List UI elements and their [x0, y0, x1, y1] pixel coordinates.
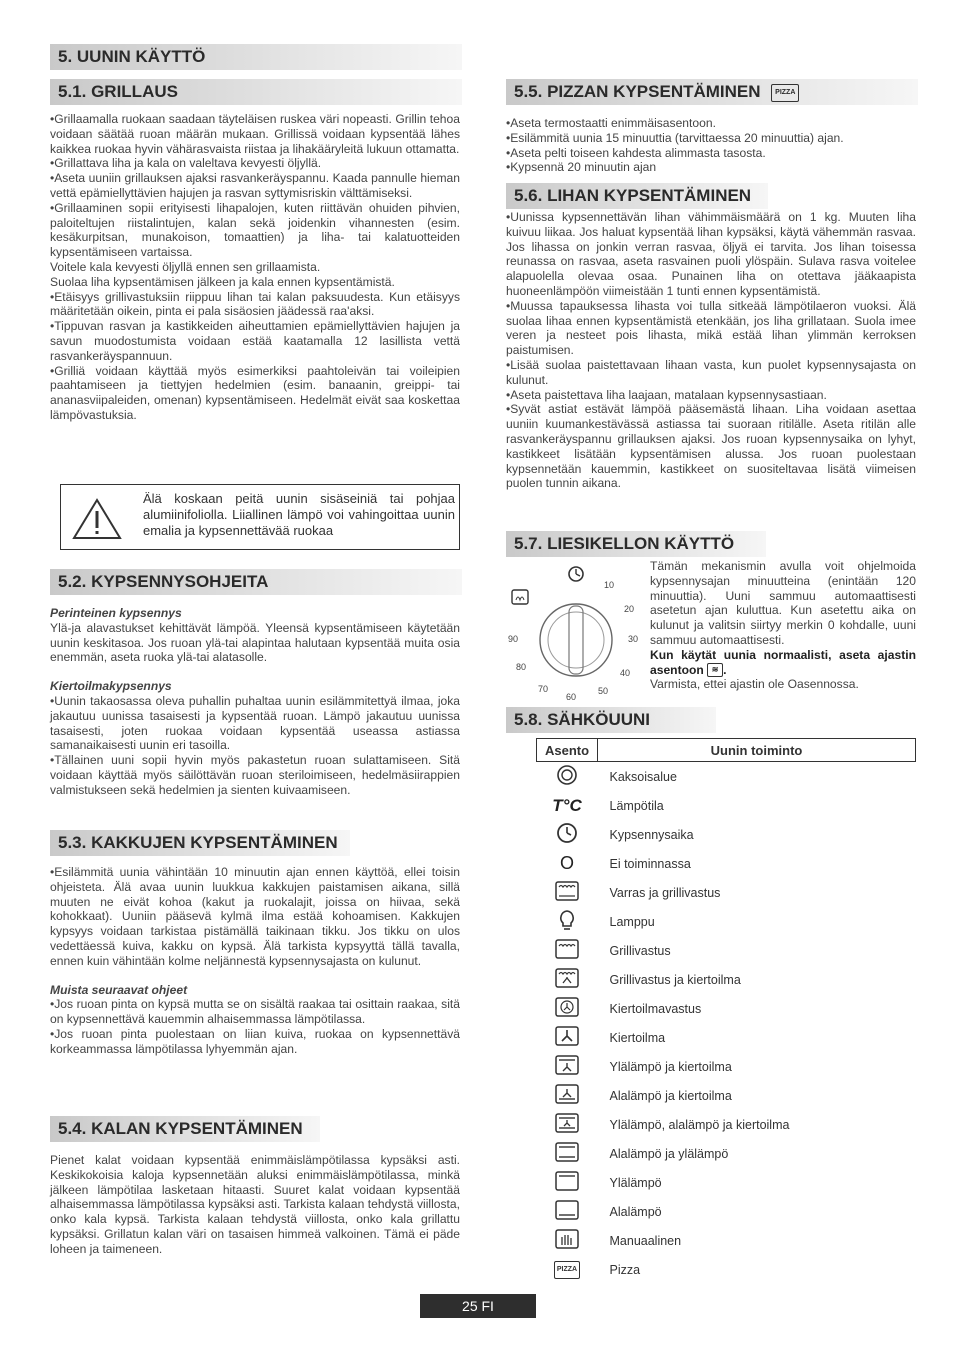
functions-table	[536, 738, 916, 1284]
dial-number: 30	[628, 634, 639, 644]
fan-icon	[554, 1025, 580, 1047]
function-label: Ylälämpö, alalämpö ja kiertoilma	[609, 1117, 790, 1132]
paragraph: •Aseta termostaatti enimmäisasentoon.	[506, 116, 716, 130]
manual-icon	[512, 590, 528, 604]
paragraph: •Uunin takaosassa oleva puhallin puhaltaa uunin esilämmitettyä ilmaa, joka jakautuu uunissa tasaisesti ja kypsentää ruoan. Lämpö jakautuu uunissa tasaisesti, joten ruokaa voidaan kypsentää useassa astiassa samanaikaisesti uunin eri tasoilla.	[50, 693, 460, 753]
circular-fan-icon	[554, 996, 580, 1018]
table-row	[537, 1226, 916, 1255]
section-title-meat: 5.6. LIHAN KYPSENTÄMINEN	[506, 183, 768, 209]
dial-number: 90	[508, 634, 519, 644]
table-row	[537, 1139, 916, 1168]
section-title-guide: 5.2. KYPSENNYSOHJEITA	[50, 569, 462, 595]
bottom-fan-icon	[554, 1083, 580, 1105]
function-label: Kaksoisalue	[609, 769, 677, 784]
clock-icon	[556, 822, 578, 844]
section-title-grill: 5.1. GRILLAUS	[50, 79, 462, 105]
table-row	[537, 1052, 916, 1081]
temperature-icon: T°C	[552, 795, 582, 815]
warning-box	[60, 484, 460, 550]
paragraph: •Etäisyys grillivastuksiin riippuu lihan tai kalan paksuudesta. Kun etäisyys määritetään oikein, pinta ei pala sisäosien jäädessä raa'aksi.	[50, 289, 460, 319]
table-row	[537, 878, 916, 907]
paragraph: •Grillaamalla ruokaan saadaan täyteläisen ruskea väri nopeasti. Grillin tehoa voidaan säätää ruoan määrän mukaan. Grillissä voidaan kypsentää lähes kaikkea ruokaa hyvin vähärasvaista riistaa ja lihakääryleitä lukuun ottamatta.	[50, 112, 460, 156]
col-header-function: Uunin toiminto	[598, 739, 916, 762]
function-label: Lamppu	[609, 914, 655, 929]
table-row	[537, 936, 916, 965]
section-title-cakes: 5.3. KAKKUJEN KYPSENTÄMINEN	[50, 830, 350, 856]
paragraph: •Muussa tapauksessa lihasta voi tulla sitkeää lämpötilaeron vuoksi. Älä suolaa lihaa ennen kypsentämistä etenkään, jos liha grillataan. Suola imee veren ja nesteet pois lihasta, mikä estää lihan ylimmän kerroksen paistumisen.	[506, 298, 916, 358]
table-row	[537, 820, 916, 849]
function-label: Ylälämpö ja kiertoilma	[609, 1059, 732, 1074]
paragraph: Ylä-ja alavastukset kehittävät lämpöä. Yleensä kypsentämiseen käytetään uunin keskitasoa. Jos ruoan ylä-tai alapintaa halutaan kypsentää muita osia enemmän, aseta ruoka ylä-tai alatasolle.	[50, 620, 460, 665]
dial-number: 20	[624, 604, 635, 614]
subheading: Muista seuraavat ohjeet	[50, 982, 188, 997]
section-title-pizza	[506, 79, 918, 105]
paragraph: •Lisää suolaa paistettavaan lihaan vasta, kun puolet kypsennysajasta on kulunut.	[506, 357, 916, 387]
table-row	[537, 1197, 916, 1226]
timer-text	[650, 559, 916, 692]
manual-icon: ≋	[707, 663, 723, 677]
col-header-setting: Asento	[537, 739, 598, 762]
table-row	[537, 791, 916, 820]
bottom-heat-icon	[554, 1199, 580, 1221]
table-row	[537, 907, 916, 936]
dial-number: 60	[566, 692, 577, 700]
grill-icon	[554, 938, 580, 960]
function-label: Kiertoilma	[609, 1030, 666, 1045]
function-label: Lämpötila	[609, 798, 664, 813]
paragraph: •Tippuvan rasvan ja kastikkeiden aiheuttamien epämiellyttävien hajujen ja savun muodostumista voidaan estää kaatamalla 12 lasillista vettä rasvankeräyspannuun.	[50, 319, 460, 363]
warning-icon	[71, 497, 123, 541]
paragraph: Voitele kala kevyesti öljyllä ennen sen grillaamista.	[50, 259, 321, 274]
function-label: Alalämpö	[609, 1204, 662, 1219]
pizza-text	[506, 116, 916, 175]
table-row	[537, 1023, 916, 1052]
paragraph: •Aseta uuniin grillauksen ajaksi rasvankeräyspannu. Kaada pannulle hieman vettä epämiellyttävien hajujen ja rasvan syttymisriskin välttämiseksi.	[50, 171, 460, 200]
function-label: Grillivastus ja kiertoilma	[609, 972, 741, 987]
function-label: Manuaalinen	[609, 1233, 682, 1248]
table-row	[537, 762, 916, 792]
function-label: Varras ja grillivastus	[609, 885, 721, 900]
function-label: Ei toiminnassa	[609, 856, 691, 871]
guide-text	[50, 606, 460, 798]
grill-fan-icon	[554, 967, 580, 989]
paragraph: •Grillattava liha ja kala on valeltava kevyesti öljyllä.	[50, 156, 322, 171]
function-label: Ylälämpö	[609, 1175, 662, 1190]
table-row	[537, 1255, 916, 1284]
top-heat-icon	[554, 1170, 580, 1192]
table-row	[537, 1168, 916, 1197]
chapter-title: 5. UUNIN KÄYTTÖ	[50, 44, 462, 70]
subheading: Kiertoilmakypsennys	[50, 679, 172, 694]
table-row	[537, 994, 916, 1023]
pizza-icon: PIZZA	[771, 84, 799, 102]
off-icon: O	[559, 853, 574, 873]
dial-number: 10	[604, 580, 615, 590]
paragraph: •Esilämmitä uunia 15 minuuttia (tarvittaessa 20 minuuttia) ajan.	[506, 130, 844, 145]
dial-number: 80	[516, 662, 527, 672]
paragraph: Suolaa liha kypsentämisen jälkeen ja kala ennen kypsentämistä.	[50, 274, 395, 289]
function-label: Pizza	[609, 1262, 641, 1277]
lamp-icon	[556, 908, 578, 932]
paragraph: •Tällainen uuni sopii hyvin myös pakastetun ruoan sulattamiseen. Sitä voidaan käyttää myös säilöttävän ruoan steriloimiseen, hedelmäsiirappien valmistukseen sekä hedelmien ja sienten kuivaamiseen.	[50, 753, 460, 797]
table-row	[537, 1110, 916, 1139]
paragraph: Pienet kalat voidaan kypsentää enimmäislämpötilassa kypsäksi asti. Keskikokoisia kaloja kypsennetään aluksi enimmäislämpötilassa, minkä jälkeen lämpötilaa lasketaan hitaasti. Suuret kalat voidaan kypsentää alhaisemmassa lämpötilassa kypsäksi asti. Tarkista kalaan tehdystä viillosta, onko kala kypsä. Tarkista kalaan tehdystä viillosta, onko kala grillattu kypsäksi. Grillatun kalan väri on tasaisen himmeä valkoinen. Tämä ei päde loheen ja taimeneen.	[50, 1153, 460, 1256]
manual-icon	[554, 1228, 580, 1250]
paragraph: •Uunissa kypsennettävän lihan vähimmäismäärä on 1 kg. Muuten liha kuivuu liikaa. Jos haluat kypsentää lihan kypsäksi, käytä vähemmän rasvaa. Jos lihassa on jonkin verran rasvaa, öljyä ei tarvita. Jos lihan toisessa reunassa on rasvaa, aseta rasvainen puoli ylöspäin. Sulava rasva voitelee alapuolella olevaa osaa. Punainen liha on otettava jääkaapista huoneenlämpöön viimeistään 1 tunti ennen kypsentämistä.	[506, 210, 916, 298]
table-row	[537, 1081, 916, 1110]
function-label: Alalämpö ja ylälämpö	[609, 1146, 729, 1161]
subheading: Perinteinen kypsennys	[50, 606, 182, 620]
defrost-icon	[556, 764, 578, 786]
grill-text	[50, 112, 460, 423]
dial-number: 40	[620, 668, 631, 678]
function-label: Grillivastus	[609, 943, 671, 958]
paragraph: •Kypsennä 20 minuutin ajan	[506, 160, 657, 175]
meat-text	[506, 210, 916, 491]
paragraph: •Grillaaminen sopii erityisesti lihapalojen, kuten riittävän ohuiden pihvien, paloiteltujen riistalintujen, kalan sekä joidenkin vihannesten (esim. kesäkurpitsan, munakoison, tomaattien) ja liha- tai kalatuotteiden kypsentämiseen vartaissa.	[50, 200, 460, 260]
top-fan-icon	[554, 1054, 580, 1076]
section-title-electrics: 5.8. SÄHKÖUUNI	[506, 707, 716, 733]
timer-dial	[506, 560, 646, 700]
table-row	[537, 849, 916, 878]
paragraph: •Aseta pelti toiseen kahdesta alimmasta tasosta.	[506, 145, 766, 160]
dial-number: 70	[538, 684, 549, 694]
function-label: Alalämpö ja kiertoilma	[609, 1088, 732, 1103]
function-label: Kiertoilmavastus	[609, 1001, 702, 1016]
grill-bottom-icon	[554, 880, 580, 902]
paragraph: •Aseta paistettava liha laajaan, matalaan kypsennysastiaan.	[506, 387, 827, 402]
section-title-timer: 5.7. LIESIKELLON KÄYTTÖ	[506, 531, 766, 557]
warning-text: Älä koskaan peitä uunin sisäseiniä tai pohjaa alumiinifoliolla. Liiallinen lämpö voi vahingoittaa uunin emalia ja kypsennettävää ruokaa	[143, 491, 455, 538]
paragraph: •Syvät astiat estävät lämpöä pääsemästä lihaan. Liha voidaan asettaa uuniin kuumankestävässä astiassa tai suoraan ritilälle. Aseta ritilän alle rasvankeräyspannu grillauksen ajaksi. Jos ruoan kypsennysaika on lyhyt, kastikkeet lisätään kypsentämisen alussa. Jos ruoan puolestaan kypsennetään kauemmin, kastikkeet on suositeltavaa lisätä viimeisen puolen tunnin aikana.	[506, 402, 916, 491]
timer-bold-text: Kun käytät uunia normaalisti, aseta ajastin asentoon ≋ .	[650, 647, 916, 677]
pizza-icon: PIZZA	[554, 1261, 580, 1279]
function-label: Kypsennysaika	[609, 827, 694, 842]
fish-text	[50, 1153, 460, 1257]
cakes-text	[50, 865, 460, 1057]
table-row	[537, 965, 916, 994]
top-bottom-fan-icon	[554, 1112, 580, 1134]
paragraph: Tämän mekanismin avulla voit ohjelmoida kypsennysajan minuutteina (enintään 120 minuuttia). Uuni sammuu automaattisesti asetetun ajan kuluttua. Kun asetettu aika on kulunut ja valitsin siirtyy merkin 0 kohdalle, uuni sammuu automaattisesti.	[650, 559, 916, 647]
section-title-text: 5.5. PIZZAN KYPSENTÄMINEN	[514, 82, 761, 101]
paragraph: •Jos ruoan pinta on kypsä mutta se on sisältä raakaa tai osittain raakaa, sitä on kypsennettävä kauemmin alhaisemmassa lämpötilassa.	[50, 997, 460, 1027]
dial-number: 50	[598, 686, 609, 696]
paragraph: •Jos ruoan pinta puolestaan on liian kuiva, ruokaa on kypsennettävä korkeammassa lämpötilassa lyhyemmän ajan.	[50, 1026, 460, 1056]
paragraph: •Grilliä voidaan käyttää myös esimerkiksi paahtoleivän tai voileipien paahtamiseen ja tiettyjen hedelmien (esim. banaanin, greippi- tai ananasviipaleiden, omenan) kypsentämiseen. Hedelmät eivät saa koskettaa lämpövastuksia.	[50, 363, 460, 422]
paragraph: •Esilämmitä uunia vähintään 10 minuutin ajan ennen käyttöä, ellei toisin ohjeisteta. Älä avaa uunin luukkua kakkujen paistamisen aikana, sillä muuten ne eivät kohoa (kakut ja ruokalajit, joissa on hiivaa, sekä kohokkaat). Uuniin pääsevä kylmä ilma estää kohoamisen. Kakkujen kypsyys voidaan tarkistaa pistämällä taikinaan tikku. Jos tikku on ulos vedettäessä kuiva, kakku on kypsä. Älä tarkista kypsyyttä tällä tavalla, ennen kuin vähintään kolme neljännestä kypsennysajasta on kulunut.	[50, 865, 460, 968]
top-bottom-icon	[554, 1141, 580, 1163]
section-title-fish: 5.4. KALAN KYPSENTÄMINEN	[50, 1116, 320, 1142]
page-number: 25 FI	[420, 1294, 536, 1318]
paragraph: Varmista, ettei ajastin ole Oasennossa.	[650, 677, 859, 692]
